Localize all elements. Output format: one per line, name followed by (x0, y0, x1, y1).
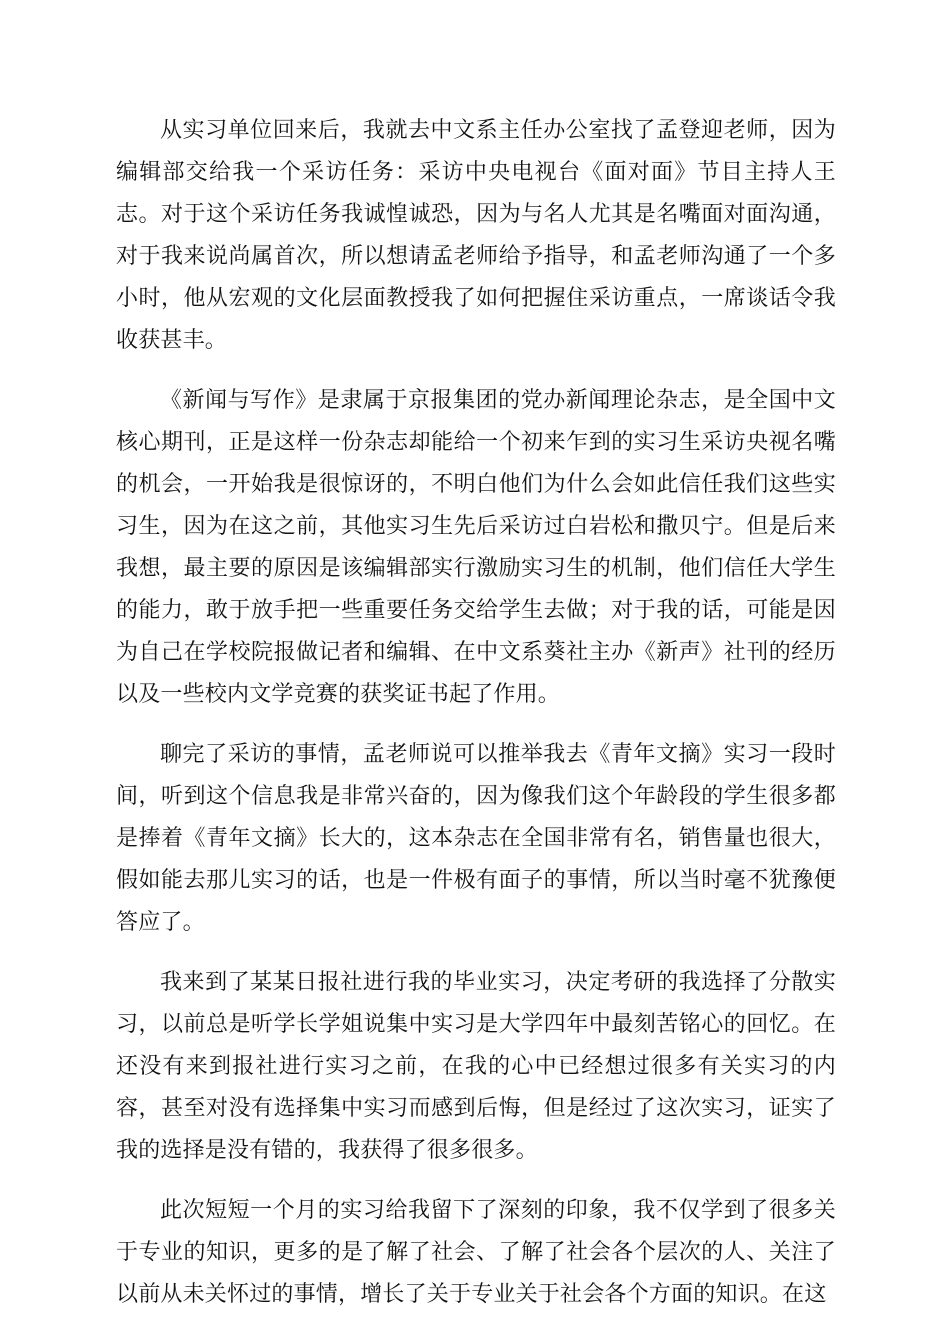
document-page (116, 110, 836, 1334)
paragraph-internship-return: 从实习单位回来后，我就去中文系主任办公室找了孟登迎老师，因为编辑部交给我一个采访任务：采访中央电视台《面对面》节目主持人王志。对于这个采访任务我诚惶诚恐，因为与名人尤其是名嘴面对面沟通，对于我来说尚属首次，所以想请孟老师给予指导，和孟老师沟通了一个多小时，他从宏观的文化层面教授我了如何把握住采访重点，一席谈话令我收获甚丰。 (116, 118, 836, 353)
paragraph-graduation-internship: 我来到了某某日报社进行我的毕业实习，决定考研的我选择了分散实习，以前总是听学长学姐说集中实习是大学四年中最刻苦铭心的回忆。在还没有来到报社进行实习之前，在我的心中已经想过很多有关实习的内容，甚至对没有选择集中实习而感到后悔，但是经过了这次实习，证实了我的选择是没有错的，我获得了很多很多。 (116, 970, 836, 1163)
paragraph-youth-digest: 聊完了采访的事情，孟老师说可以推举我去《青年文摘》实习一段时间，听到这个信息我是非常兴奋的，因为像我们这个年龄段的学生很多都是捧着《青年文摘》长大的，这本杂志在全国非常有名，销售量也很大，假如能去那儿实习的话，也是一件极有面子的事情，所以当时毫不犹豫便答应了。 (116, 742, 836, 935)
paragraph-news-and-writing: 《新闻与写作》是隶属于京报集团的党办新闻理论杂志，是全国中文核心期刊，正是这样一份杂志却能给一个初来乍到的实习生采访央视名嘴的机会，一开始我是很惊讶的，不明白他们为什么会如此信任我们这些实习生，因为在这之前，其他实习生先后采访过白岩松和撒贝宁。但是后来我想，最主要的原因是该编辑部实行激励实习生的机制，他们信任大学生的能力，敢于放手把一些重要任务交给学生去做；对于我的话，可能是因为自己在学校院报做记者和编辑、在中文系葵社主办《新声》社刊的经历以及一些校内文学竞赛的获奖证书起了作用。 (116, 388, 836, 707)
paragraph-month-impression: 此次短短一个月的实习给我留下了深刻的印象，我不仅学到了很多关于专业的知识，更多的是了解了社会、了解了社会各个层次的人、关注了以前从未关怀过的事情，增长了关于专业关于社会各个方面的知识。在这 (116, 1198, 836, 1307)
